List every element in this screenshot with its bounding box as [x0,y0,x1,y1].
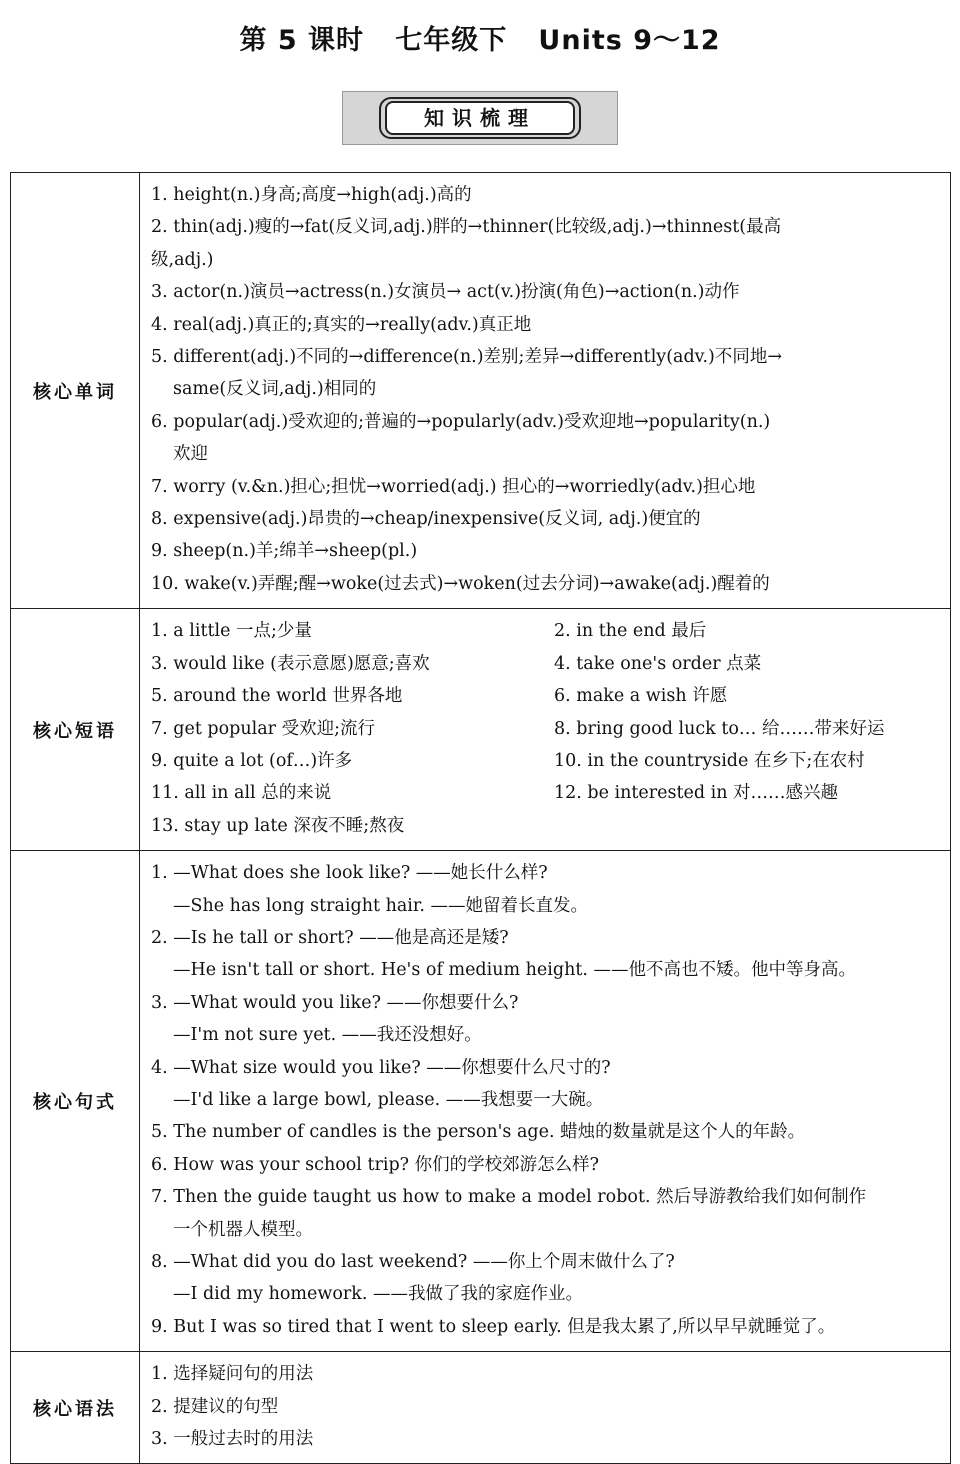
section-banner [342,91,618,145]
core-phrases-label: 核心短语 [11,609,140,851]
core-grammar-label: 核心语法 [11,1352,140,1464]
word-line: 5. different(adj.)不同的→difference(n.)差别;差异→differently(adv.)不同地→ [151,347,783,368]
word-line: 4. real(adj.)真正的;真实的→really(adv.)真正地 [151,314,532,335]
phrase-item: 3. would like (表示意愿)愿意;喜欢 [151,653,430,674]
phrase-item: 6. make a wish 许愿 [554,686,728,707]
sentence-line: 7. Then the guide taught us how to make a model robot. 然后导游教给我们如何制作 [151,1187,867,1208]
word-line: 3. actor(n.)演员→actress(n.)女演员→ act(v.)扮演(角色)→action(n.)动作 [151,282,740,303]
core-sentences-content [140,851,951,1352]
phrase-item: 12. be interested in 对……感兴趣 [554,783,839,804]
page-title: 第 5 课时 七年级下 Units 9～12 [239,25,721,56]
sentence-line: 9. But I was so tired that I went to sleep early. 但是我太累了,所以早早就睡觉了。 [151,1316,836,1337]
sentence-line: 一个机器人模型。 [173,1219,313,1240]
phrase-item: 7. get popular 受欢迎;流行 [151,718,375,739]
word-line: 2. thin(adj.)瘦的→fat(反义词,adj.)胖的→thinner(比较级,adj.)→thinnest(最高 [151,217,782,238]
phrase-grid [151,615,950,842]
section-banner-label: 知识梳理 [424,106,536,130]
core-sentences-label: 核心句式 [11,851,140,1352]
word-line: 9. sheep(n.)羊;绵羊→sheep(pl.) [151,541,418,562]
core-words-content [140,173,951,609]
sentence-line: 1. —What does she look like? ——她长什么样? [151,863,548,884]
word-line: 7. worry (v.&n.)担心;担忧→worried(adj.) 担心的→worriedly(adv.)担心地 [151,476,756,497]
sentence-line: —She has long straight hair. ——她留着长直发。 [173,895,588,916]
phrase-item: 13. stay up late 深夜不睡;熬夜 [151,815,405,836]
sentence-line: 8. —What did you do last weekend? ——你上个周末做什么了? [151,1252,675,1272]
knowledge-table [10,172,951,1464]
phrase-item: 9. quite a lot (of…)许多 [151,750,353,771]
word-line: 8. expensive(adj.)昂贵的→cheap/inexpensive(反义词, adj.)便宜的 [151,509,701,530]
phrase-item: 11. all in all 总的来说 [151,783,332,804]
sentence-line: 6. How was your school trip? 你们的学校郊游怎么样? [151,1154,599,1175]
word-line: 1. height(n.)身高;高度→high(adj.)高的 [151,185,472,205]
sentence-line: 5. The number of candles is the person's age. 蜡烛的数量就是这个人的年龄。 [151,1122,806,1143]
phrase-item: 8. bring good luck to… 给……带来好运 [554,718,885,739]
sentence-line: —I'd like a large bowl, please. ——我想要一大碗。 [173,1089,604,1110]
sentence-line: 4. —What size would you like? ——你想要什么尺寸的? [151,1057,611,1078]
core-grammar-row [11,1352,951,1464]
core-sentences-row [11,851,951,1352]
sentence-line: 2. —Is he tall or short? ——他是高还是矮? [151,927,509,948]
core-words-row [11,173,951,609]
phrase-item: 4. take one's order 点菜 [554,653,762,674]
word-line: same(反义词,adj.)相同的 [173,379,377,400]
sentence-line: —He isn't tall or short. He's of medium height. ——他不高也不矮。他中等身高。 [173,960,857,981]
grammar-line: 2. 提建议的句型 [151,1396,279,1417]
core-phrases-row [11,609,951,851]
grammar-line: 1. 选择疑问句的用法 [151,1364,314,1385]
phrase-item: 10. in the countryside 在乡下;在农村 [554,750,865,771]
phrase-item: 5. around the world 世界各地 [151,686,403,707]
core-phrases-content [140,609,951,851]
core-grammar-content [140,1352,951,1464]
word-line: 级,adj.) [151,249,214,270]
sentence-line: —I did my homework. ——我做了我的家庭作业。 [173,1284,583,1305]
section-banner-frame [385,101,575,135]
phrase-item: 1. a little 一点;少量 [151,621,312,642]
word-line: 6. popular(adj.)受欢迎的;普遍的→popularly(adv.)受欢迎地→popularity(n.) [151,411,771,432]
grammar-line: 3. 一般过去时的用法 [151,1429,314,1450]
sentence-line: 3. —What would you like? ——你想要什么? [151,992,519,1013]
core-words-label: 核心单词 [11,173,140,609]
word-line: 10. wake(v.)弄醒;醒→woke(过去式)→woken(过去分词)→awake(adj.)醒着的 [151,573,770,594]
sentence-line: —I'm not sure yet. ——我还没想好。 [173,1025,482,1046]
word-line: 欢迎 [173,444,208,465]
phrase-item: 2. in the end 最后 [554,621,707,642]
